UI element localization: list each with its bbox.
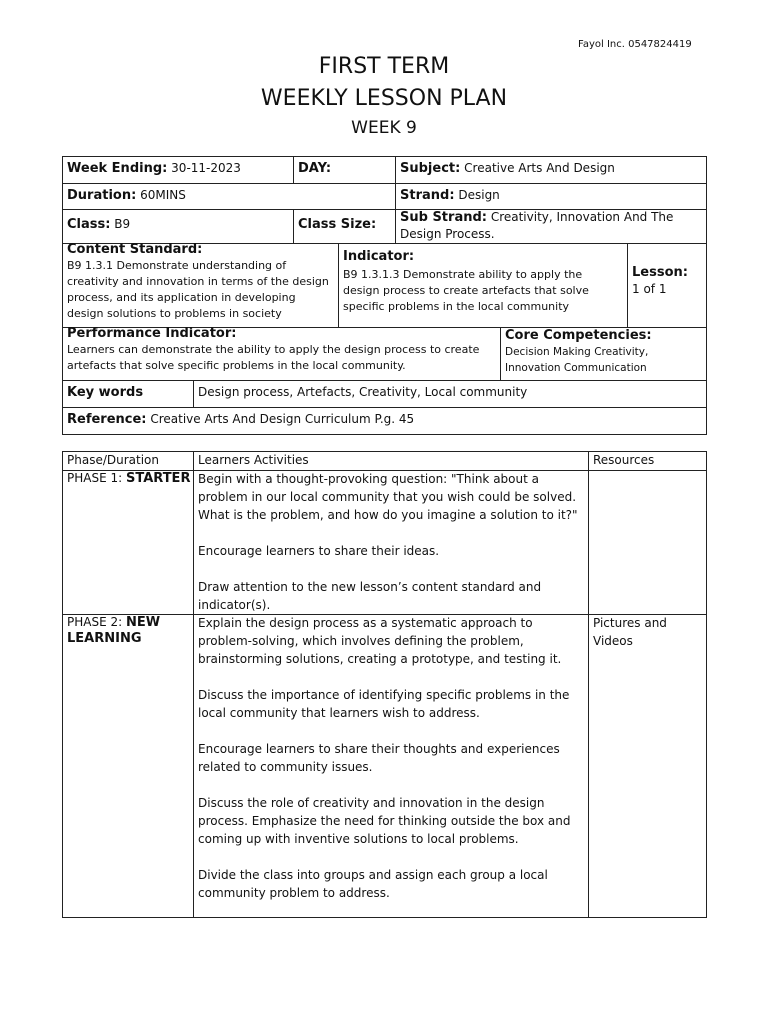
reference-value: Creative Arts And Design Curriculum P.g. 45 [150, 412, 415, 426]
strand-value: Design [458, 188, 500, 202]
phase2-resources: Pictures and Videos [593, 616, 667, 648]
day-cell [293, 157, 395, 183]
content-standard-value: B9 1.3.1 Demonstrate understanding of creativity and innovation in terms of the design process, and its application in developing design solutions to problems in society [67, 259, 329, 320]
lesson-cell [627, 265, 707, 325]
phase1-name: STARTER [125, 471, 191, 486]
subject-cell [395, 157, 707, 183]
phase1-activity: Begin with a thought-provoking question: "Think about a problem in our local community that you wish could be solved. What is the problem, and how do you imagine a solution to it?" [198, 472, 578, 522]
header-activities: Learners Activities [198, 453, 309, 467]
phase2-activity: Discuss the importance of identifying specific problems in the local community that learners wish to address. [198, 688, 570, 720]
sub-strand-label: Sub Strand: [400, 210, 487, 225]
lesson-value: 1 of 1 [632, 282, 667, 296]
phase2-name-line2: LEARNING [67, 631, 142, 646]
header-resources: Resources [593, 453, 655, 467]
performance-indicator-label: Performance Indicator: [67, 326, 237, 341]
strand-label: Strand: [400, 188, 455, 203]
subject-value: Creative Arts And Design [464, 161, 615, 175]
lesson-label: Lesson: [632, 265, 688, 280]
class-value: B9 [114, 217, 131, 231]
phase1-prefix: PHASE 1: [67, 471, 126, 485]
reference-label: Reference: [67, 412, 147, 427]
indicator-label: Indicator: [343, 249, 415, 264]
week-ending-label: Week Ending: [67, 161, 168, 176]
key-words-label-cell [62, 381, 193, 407]
reference-cell [62, 408, 707, 434]
header-phase: Phase/Duration [67, 453, 159, 467]
sub-strand-value: Creativity, Innovation And The Design Process. [400, 210, 674, 241]
class-label: Class: [67, 217, 111, 232]
subject-label: Subject: [400, 161, 461, 176]
class-cell [62, 210, 293, 243]
key-words-value-cell [193, 381, 707, 407]
phase1-activity: Encourage learners to share their ideas. [198, 544, 440, 558]
phase2-activity: Explain the design process as a systematic approach to problem-solving, which involves defining the problem, brainstorming solutions, creating a prototype, and testing it. [198, 616, 562, 666]
class-size-label: Class Size: [298, 217, 377, 232]
sub-strand-cell [395, 209, 707, 243]
week-ending-value: 30-11-2023 [171, 161, 241, 175]
day-label: DAY: [298, 161, 332, 176]
phase1-resources [588, 469, 707, 614]
phase1-label [62, 469, 193, 614]
duration-cell [62, 184, 395, 209]
week-ending-cell [62, 157, 293, 183]
title-term: FIRST TERM [318, 54, 450, 79]
phase1-activities [193, 469, 588, 614]
duration-label: Duration: [67, 188, 137, 203]
indicator-cell [338, 249, 627, 327]
indicator-value: B9 1.3.1.3 Demonstrate ability to apply the design process to create artefacts that solve specific problems in the local community [343, 268, 589, 313]
phase2-prefix: PHASE 2: [67, 615, 126, 629]
performance-indicator-cell [62, 326, 500, 380]
content-standard-cell [62, 242, 338, 327]
phase1-activity: Draw attention to the new lesson’s content standard and indicator(s). [198, 580, 542, 612]
strand-cell [395, 184, 707, 209]
phase2-activity: Divide the class into groups and assign each group a local community problem to address. [198, 868, 548, 900]
title-week: WEEK 9 [351, 118, 417, 138]
key-words-label: Key words [67, 385, 144, 400]
title-plan: WEEKLY LESSON PLAN [260, 86, 508, 111]
class-size-cell [293, 210, 395, 243]
phase2-name: NEW [125, 615, 161, 630]
phase2-activity: Discuss the role of creativity and innovation in the design process. Emphasize the need for thinking outside the box and coming up with inventive solutions to local problems. [198, 796, 571, 846]
core-competencies-value: Decision Making Creativity, Innovation Communication [505, 346, 649, 374]
core-competencies-cell [500, 328, 707, 380]
phase2-activities [193, 613, 588, 918]
performance-indicator-value: Learners can demonstrate the ability to apply the design process to create artefacts that solve specific problems in the local community. [67, 343, 480, 372]
core-competencies-label: Core Competencies: [505, 328, 652, 343]
phase2-label [62, 613, 193, 918]
key-words-value: Design process, Artefacts, Creativity, Local community [198, 385, 528, 399]
duration-value: 60MINS [140, 188, 186, 202]
content-standard-label: Content Standard: [67, 242, 203, 257]
company-contact: Fayol Inc. 0547824419 [578, 39, 692, 50]
phase2-activity: Encourage learners to share their thoughts and experiences related to community issues. [198, 742, 560, 774]
